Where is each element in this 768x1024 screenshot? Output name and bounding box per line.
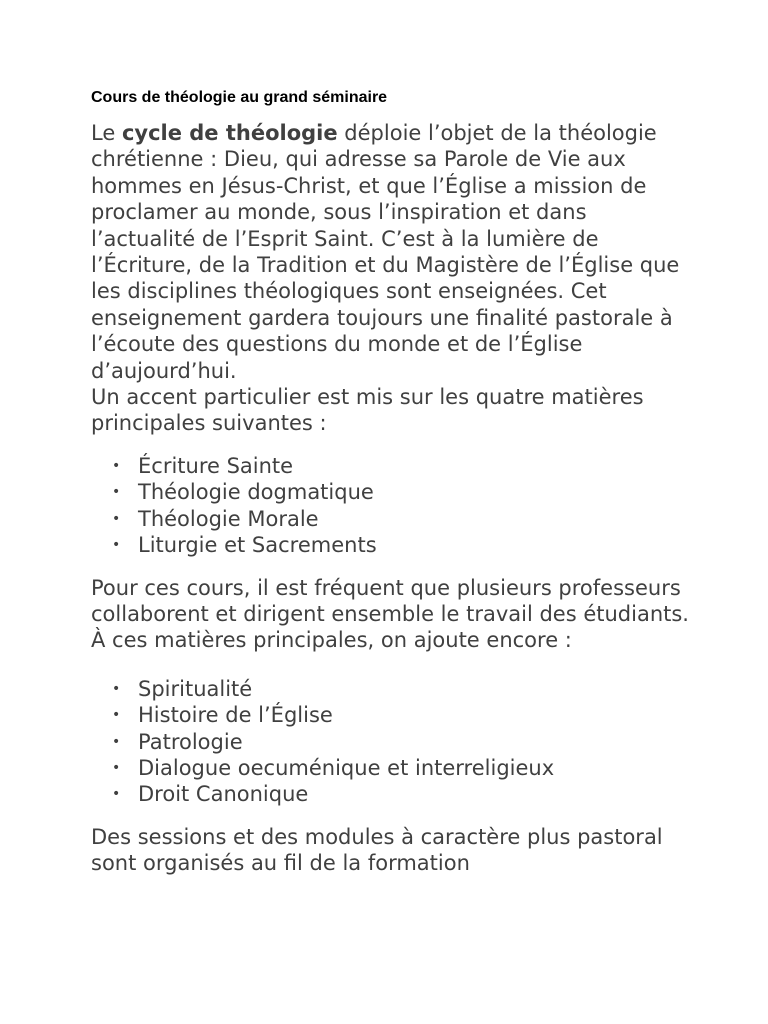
bullet-icon: •: [112, 510, 121, 527]
bullet-icon: •: [112, 537, 121, 554]
list-item-label: Écriture Sainte: [138, 453, 294, 478]
list-item: [91, 506, 691, 532]
list-item-label: Théologie dogmatique: [138, 480, 374, 505]
document-page: [91, 86, 691, 877]
list-item: [91, 453, 691, 479]
bullet-icon: •: [112, 484, 121, 501]
list-item-label: Spiritualité: [138, 676, 253, 701]
accent-paragraph: Un accent particulier est mis sur les quatre matières principales suivantes :: [91, 385, 644, 436]
bullet-icon: •: [112, 707, 121, 724]
closing-paragraph: Des sessions et des modules à caractère plus pastoral sont organisés au fil de la formation: [91, 824, 663, 876]
intro-lead: Le: [91, 121, 122, 145]
list-item-label: Dialogue oecuménique et interreligieux: [138, 755, 555, 780]
document-title: Cours de théologie au grand séminaire: [91, 89, 388, 106]
list-item-label: Théologie Morale: [138, 506, 319, 531]
list-item: [91, 676, 691, 702]
list-item: [91, 702, 691, 728]
additional-subjects-list: [91, 676, 691, 808]
main-subjects-list: [91, 453, 691, 559]
list-item-label: Liturgie et Sacrements: [138, 533, 377, 558]
bullet-icon: •: [112, 457, 121, 474]
bullet-icon: •: [112, 680, 121, 697]
list-item: [91, 479, 691, 505]
bullet-icon: •: [112, 759, 121, 776]
collaboration-paragraph: Pour ces cours, il est fréquent que plusieurs professeurs collaborent et dirigent ensemble le travail des étudiants. À ces matières principales, on ajoute encore :: [91, 575, 689, 653]
intro-rest: déploie l’objet de la théologie chrétienne : Dieu, qui adresse sa Parole de Vie aux hommes en Jésus-Christ, et que l’Église a mission de proclamer au monde, sous l’inspiration et dans l’actualité de l’Esprit Saint. C’est à la lumière de l’Écriture, de la Tradition et du Magistère de l’Église que les disciplines théologiques sont enseignées. Cet enseignement gardera toujours une finalité pastorale à l’écoute des questions du monde et de l’Église d’aujourd’hui.: [91, 121, 680, 383]
list-item: [91, 729, 691, 755]
list-item-label: Patrologie: [138, 729, 243, 754]
list-item: [91, 755, 691, 781]
bullet-icon: •: [112, 786, 121, 803]
intro-bold-term: cycle de théologie: [121, 121, 338, 145]
list-item-label: Droit Canonique: [138, 782, 309, 807]
list-item: [91, 781, 691, 807]
bullet-icon: •: [112, 733, 121, 750]
list-item-label: Histoire de l’Église: [138, 703, 333, 728]
list-item: [91, 532, 691, 558]
intro-paragraph: [91, 120, 691, 384]
